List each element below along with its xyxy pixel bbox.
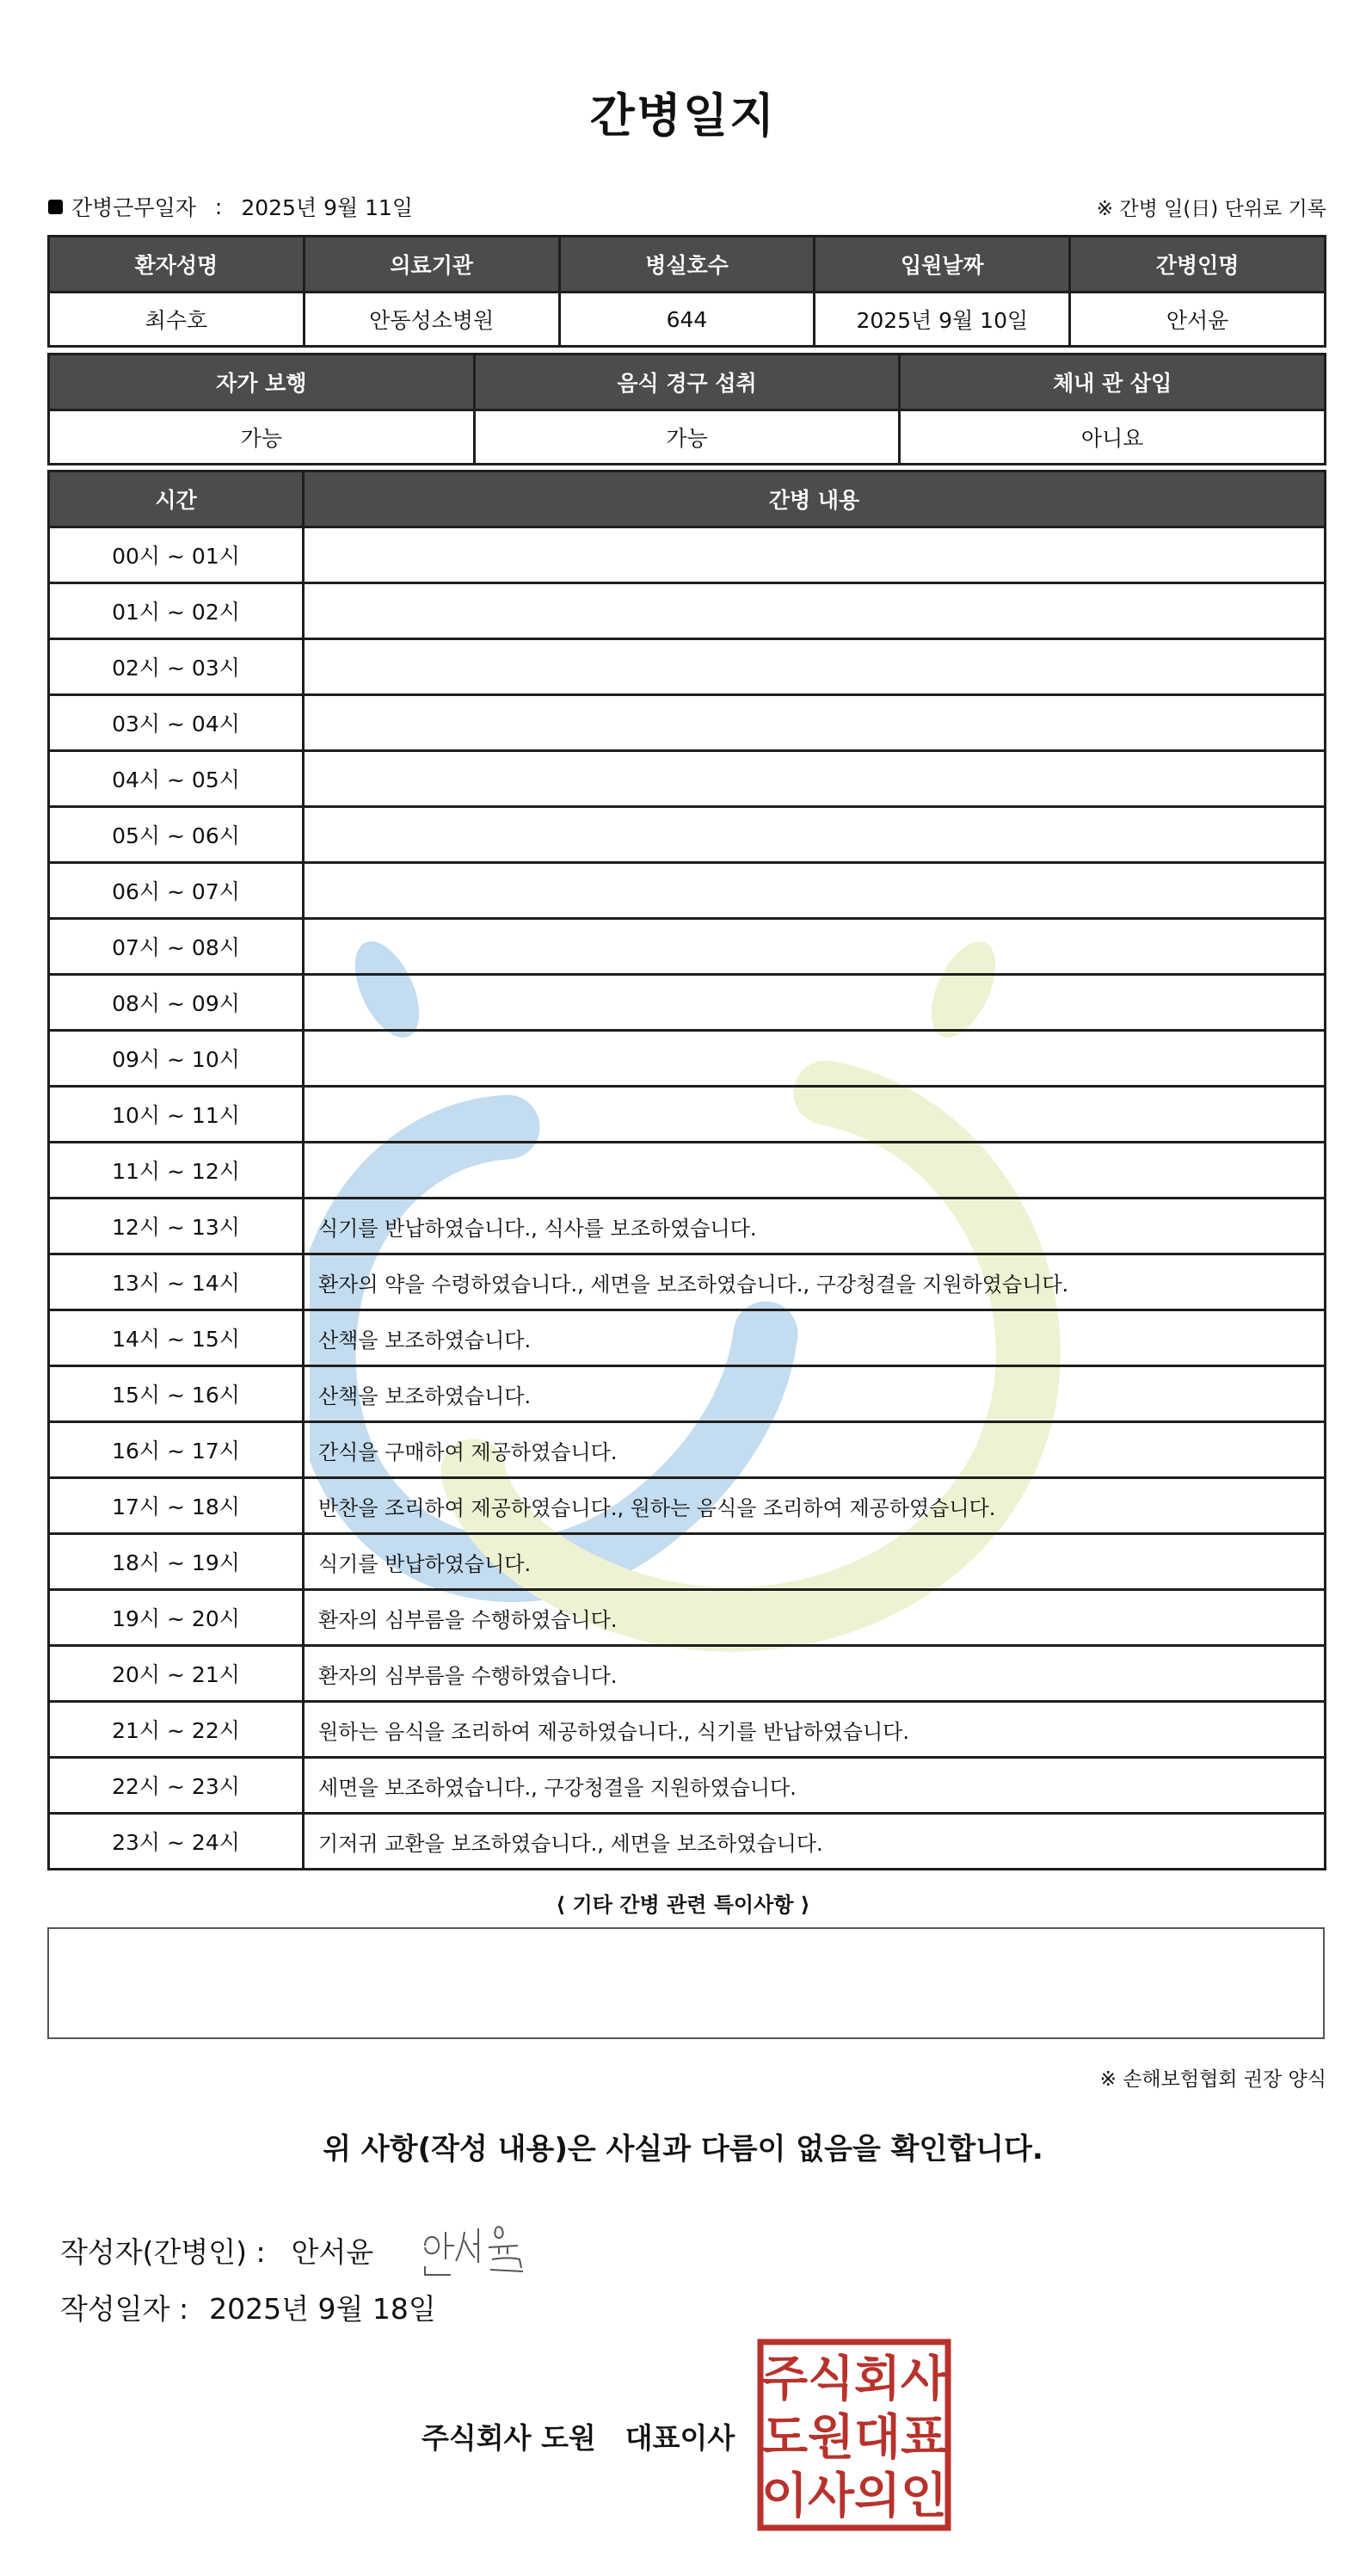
table-row <box>49 527 1326 583</box>
time-slot: 04시 ~ 05시 <box>49 751 304 807</box>
care-content <box>304 807 1326 863</box>
care-content: 원하는 음식을 조리하여 제공하였습니다., 식기를 반납하였습니다. <box>304 1702 1326 1758</box>
time-slot: 09시 ~ 10시 <box>49 1031 304 1087</box>
seal-character: 식 <box>807 2351 855 2407</box>
remarks-box <box>47 1927 1325 2039</box>
care-content: 산책을 보조하였습니다. <box>304 1310 1326 1366</box>
header-caregiver-name: 간병인명 <box>1070 237 1326 293</box>
table-row <box>49 1702 1326 1758</box>
seal-character: 대 <box>853 2410 901 2466</box>
table-row <box>49 583 1326 639</box>
care-content: 환자의 약을 수령하였습니다., 세면을 보조하였습니다., 구강청결을 지원하였습니다. <box>304 1254 1326 1310</box>
table-row <box>49 807 1326 863</box>
care-content <box>304 527 1326 583</box>
seal-character: 인 <box>900 2468 948 2524</box>
seal-character: 사 <box>807 2468 855 2524</box>
time-slot: 06시 ~ 07시 <box>49 863 304 919</box>
care-content <box>304 639 1326 695</box>
time-slot: 18시 ~ 19시 <box>49 1534 304 1590</box>
time-slot: 19시 ~ 20시 <box>49 1590 304 1646</box>
table-row <box>49 1478 1326 1534</box>
table-row <box>49 1534 1326 1590</box>
time-slot: 11시 ~ 12시 <box>49 1143 304 1199</box>
seal-character: 주 <box>760 2351 809 2407</box>
time-slot: 05시 ~ 06시 <box>49 807 304 863</box>
patient-name: 최수호 <box>49 293 305 347</box>
unit-note: ※ 간병 일(日) 단위로 기록 <box>1096 198 1326 220</box>
care-content <box>304 583 1326 639</box>
seal-character: 사 <box>900 2351 948 2407</box>
header-patient-name: 환자성명 <box>49 237 305 293</box>
table-row <box>49 975 1326 1031</box>
remarks-title: ⟨ 기타 간병 관련 특이사항 ⟩ <box>556 1893 810 1917</box>
tube-insertion-value: 아니요 <box>900 410 1326 465</box>
time-slot: 01시 ~ 02시 <box>49 583 304 639</box>
company-name: 주식회사 도원 <box>421 2421 596 2455</box>
table-row <box>49 1031 1326 1087</box>
care-content: 세면을 보조하였습니다., 구강청결을 지원하였습니다. <box>304 1758 1326 1814</box>
time-slot: 23시 ~ 24시 <box>49 1814 304 1870</box>
care-content <box>304 1087 1326 1143</box>
table-row <box>49 751 1326 807</box>
time-slot: 03시 ~ 04시 <box>49 695 304 751</box>
representative-title: 대표이사 <box>625 2421 735 2455</box>
patient-status-table <box>47 353 1326 465</box>
care-content <box>304 1031 1326 1087</box>
care-content <box>304 1143 1326 1199</box>
time-slot: 15시 ~ 16시 <box>49 1366 304 1422</box>
time-slot: 08시 ~ 09시 <box>49 975 304 1031</box>
care-content <box>304 975 1326 1031</box>
work-date-separator: : <box>214 194 223 219</box>
care-content: 산책을 보조하였습니다. <box>304 1366 1326 1422</box>
care-content: 환자의 심부름을 수행하였습니다. <box>304 1646 1326 1702</box>
header-oral-intake: 음식 경구 섭취 <box>474 354 900 410</box>
time-slot: 07시 ~ 08시 <box>49 919 304 975</box>
table-row <box>49 1646 1326 1702</box>
time-slot: 00시 ~ 01시 <box>49 527 304 583</box>
care-log-table <box>47 470 1326 1870</box>
care-content <box>304 863 1326 919</box>
table-row <box>49 639 1326 695</box>
table-row <box>49 1590 1326 1646</box>
care-content <box>304 751 1326 807</box>
write-date-label: 작성일자 : <box>60 2292 189 2326</box>
seal-character: 회 <box>853 2351 901 2407</box>
time-slot: 02시 ~ 03시 <box>49 639 304 695</box>
header-hospital: 의료기관 <box>304 237 559 293</box>
bullet-square-icon <box>48 200 63 214</box>
recommend-note: ※ 손해보험협회 권장 양식 <box>1099 2068 1326 2091</box>
writer-line <box>60 2220 537 2280</box>
table-row <box>49 863 1326 919</box>
time-slot: 16시 ~ 17시 <box>49 1422 304 1478</box>
self-walking-value: 가능 <box>49 410 475 465</box>
time-slot: 22시 ~ 23시 <box>49 1758 304 1814</box>
seal-character: 원 <box>807 2410 855 2466</box>
seal-character: 의 <box>853 2468 901 2524</box>
writer-label: 작성자(간병인) : <box>60 2234 266 2269</box>
table-row <box>49 293 1326 347</box>
header-time: 시간 <box>49 471 304 527</box>
care-content: 기저귀 교환을 보조하였습니다., 세면을 보조하였습니다. <box>304 1814 1326 1870</box>
confirmation-statement: 위 사항(작성 내용)은 사실과 다름이 없음을 확인합니다. <box>323 2132 1043 2166</box>
time-slot: 20시 ~ 21시 <box>49 1646 304 1702</box>
care-content: 반찬을 조리하여 제공하였습니다., 원하는 음식을 조리하여 제공하였습니다. <box>304 1478 1326 1534</box>
writer-name: 안서윤 <box>291 2234 374 2269</box>
header-care-content: 간병 내용 <box>304 471 1326 527</box>
company-seal-stamp <box>757 2339 951 2531</box>
care-content <box>304 919 1326 975</box>
header-room-number: 병실호수 <box>559 237 815 293</box>
time-slot: 12시 ~ 13시 <box>49 1199 304 1254</box>
time-slot: 14시 ~ 15시 <box>49 1310 304 1366</box>
table-row <box>49 1254 1326 1310</box>
header-tube-insertion: 체내 관 삽입 <box>900 354 1326 410</box>
care-content: 식기를 반납하였습니다. <box>304 1534 1326 1590</box>
table-row <box>49 695 1326 751</box>
patient-info-table <box>47 235 1326 348</box>
table-header-row <box>49 471 1326 527</box>
write-date-line <box>60 2287 436 2327</box>
table-row <box>49 1758 1326 1814</box>
header-self-walking: 자가 보행 <box>49 354 475 410</box>
table-row <box>49 1087 1326 1143</box>
table-row <box>49 919 1326 975</box>
care-content: 식기를 반납하였습니다., 식사를 보조하였습니다. <box>304 1199 1326 1254</box>
write-date-value: 2025년 9월 18일 <box>209 2292 436 2326</box>
time-slot: 10시 ~ 11시 <box>49 1087 304 1143</box>
table-header-row <box>49 354 1326 410</box>
table-row <box>49 1422 1326 1478</box>
table-row <box>49 1366 1326 1422</box>
table-row <box>49 410 1326 465</box>
care-content: 환자의 심부름을 수행하였습니다. <box>304 1590 1326 1646</box>
company-line <box>421 2416 735 2456</box>
work-date <box>48 191 413 222</box>
room-number: 644 <box>559 293 815 347</box>
table-header-row <box>49 237 1326 293</box>
work-date-value: 2025년 9월 11일 <box>241 195 414 220</box>
seal-character: 이 <box>760 2468 809 2524</box>
work-date-label: 간병근무일자 <box>71 195 196 220</box>
seal-character: 표 <box>900 2410 948 2466</box>
page-title: 간병일지 <box>589 89 777 143</box>
header-admission-date: 입원날짜 <box>815 237 1070 293</box>
oral-intake-value: 가능 <box>474 410 900 465</box>
care-content: 간식을 구매하여 제공하였습니다. <box>304 1422 1326 1478</box>
time-slot: 17시 ~ 18시 <box>49 1478 304 1534</box>
table-row <box>49 1143 1326 1199</box>
seal-character: 도 <box>760 2410 809 2466</box>
handwritten-signature <box>416 2220 537 2280</box>
time-slot: 21시 ~ 22시 <box>49 1702 304 1758</box>
caregiver-name: 안서윤 <box>1070 293 1326 347</box>
table-row <box>49 1199 1326 1254</box>
care-content <box>304 695 1326 751</box>
table-row <box>49 1814 1326 1870</box>
time-slot: 13시 ~ 14시 <box>49 1254 304 1310</box>
hospital-name: 안동성소병원 <box>304 293 559 347</box>
admission-date: 2025년 9월 10일 <box>815 293 1070 347</box>
table-row <box>49 1310 1326 1366</box>
